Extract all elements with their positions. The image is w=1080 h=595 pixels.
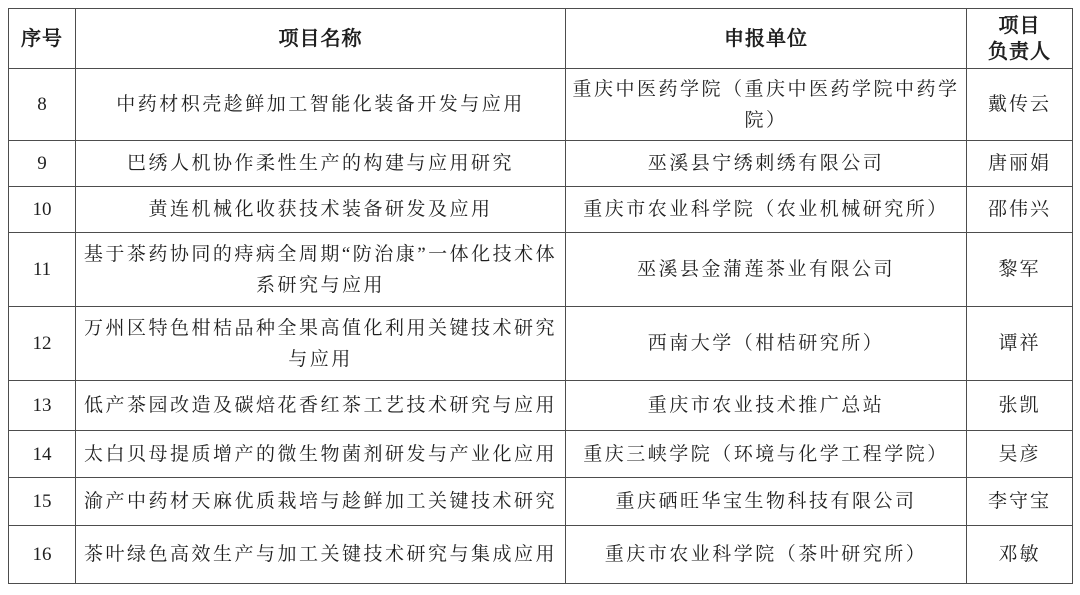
table-row bbox=[9, 478, 1073, 526]
project-name-cell: 渝产中药材天麻优质栽培与趁鲜加工关键技术研究 bbox=[76, 478, 566, 526]
table-header-row bbox=[9, 9, 1073, 69]
leader-cell: 李守宝 bbox=[967, 478, 1073, 526]
col-header-leader-line2: 负责人 bbox=[988, 40, 1051, 63]
project-name-cell: 太白贝母提质增产的微生物菌剂研发与产业化应用 bbox=[76, 431, 566, 478]
col-header-unit: 申报单位 bbox=[566, 9, 967, 69]
projects-table bbox=[8, 8, 1073, 584]
col-header-leader-line1: 项目 bbox=[998, 14, 1041, 37]
leader-cell: 吴彦 bbox=[967, 431, 1073, 478]
leader-cell: 邓敏 bbox=[967, 526, 1073, 584]
serial-cell: 13 bbox=[9, 381, 76, 431]
unit-cell: 重庆市农业科学院（茶叶研究所） bbox=[566, 526, 967, 584]
serial-cell: 8 bbox=[9, 69, 76, 141]
serial-cell: 10 bbox=[9, 187, 76, 233]
table-header bbox=[9, 9, 1073, 69]
project-name-cell: 巴绣人机协作柔性生产的构建与应用研究 bbox=[76, 141, 566, 187]
project-name-cell: 基于茶药协同的痔病全周期“防治康”一体化技术体系研究与应用 bbox=[76, 233, 566, 307]
leader-cell: 黎军 bbox=[967, 233, 1073, 307]
unit-cell: 西南大学（柑桔研究所） bbox=[566, 307, 967, 381]
unit-cell: 巫溪县金蒲莲茶业有限公司 bbox=[566, 233, 967, 307]
table-body bbox=[9, 69, 1073, 584]
unit-cell: 重庆市农业科学院（农业机械研究所） bbox=[566, 187, 967, 233]
unit-cell: 巫溪县宁绣刺绣有限公司 bbox=[566, 141, 967, 187]
leader-cell: 邵伟兴 bbox=[967, 187, 1073, 233]
table-row bbox=[9, 431, 1073, 478]
leader-cell: 张凯 bbox=[967, 381, 1073, 431]
unit-cell: 重庆硒旺华宝生物科技有限公司 bbox=[566, 478, 967, 526]
serial-cell: 9 bbox=[9, 141, 76, 187]
unit-cell: 重庆中医药学院（重庆中医药学院中药学院） bbox=[566, 69, 967, 141]
serial-cell: 12 bbox=[9, 307, 76, 381]
serial-cell: 16 bbox=[9, 526, 76, 584]
serial-cell: 11 bbox=[9, 233, 76, 307]
table-row bbox=[9, 69, 1073, 141]
table-row bbox=[9, 141, 1073, 187]
col-header-serial: 序号 bbox=[9, 9, 76, 69]
table-row bbox=[9, 381, 1073, 431]
leader-cell: 戴传云 bbox=[967, 69, 1073, 141]
serial-cell: 14 bbox=[9, 431, 76, 478]
project-name-cell: 黄连机械化收获技术装备研发及应用 bbox=[76, 187, 566, 233]
project-name-cell: 中药材枳壳趁鲜加工智能化装备开发与应用 bbox=[76, 69, 566, 141]
unit-cell: 重庆三峡学院（环境与化学工程学院） bbox=[566, 431, 967, 478]
table-row bbox=[9, 187, 1073, 233]
col-header-project: 项目名称 bbox=[76, 9, 566, 69]
leader-cell: 唐丽娟 bbox=[967, 141, 1073, 187]
project-name-cell: 低产茶园改造及碳焙花香红茶工艺技术研究与应用 bbox=[76, 381, 566, 431]
table-row bbox=[9, 526, 1073, 584]
unit-cell: 重庆市农业技术推广总站 bbox=[566, 381, 967, 431]
project-name-cell: 万州区特色柑桔品种全果高值化利用关键技术研究与应用 bbox=[76, 307, 566, 381]
table-row bbox=[9, 307, 1073, 381]
table-row bbox=[9, 233, 1073, 307]
leader-cell: 谭祥 bbox=[967, 307, 1073, 381]
project-name-cell: 茶叶绿色高效生产与加工关键技术研究与集成应用 bbox=[76, 526, 566, 584]
col-header-leader bbox=[967, 9, 1073, 69]
serial-cell: 15 bbox=[9, 478, 76, 526]
